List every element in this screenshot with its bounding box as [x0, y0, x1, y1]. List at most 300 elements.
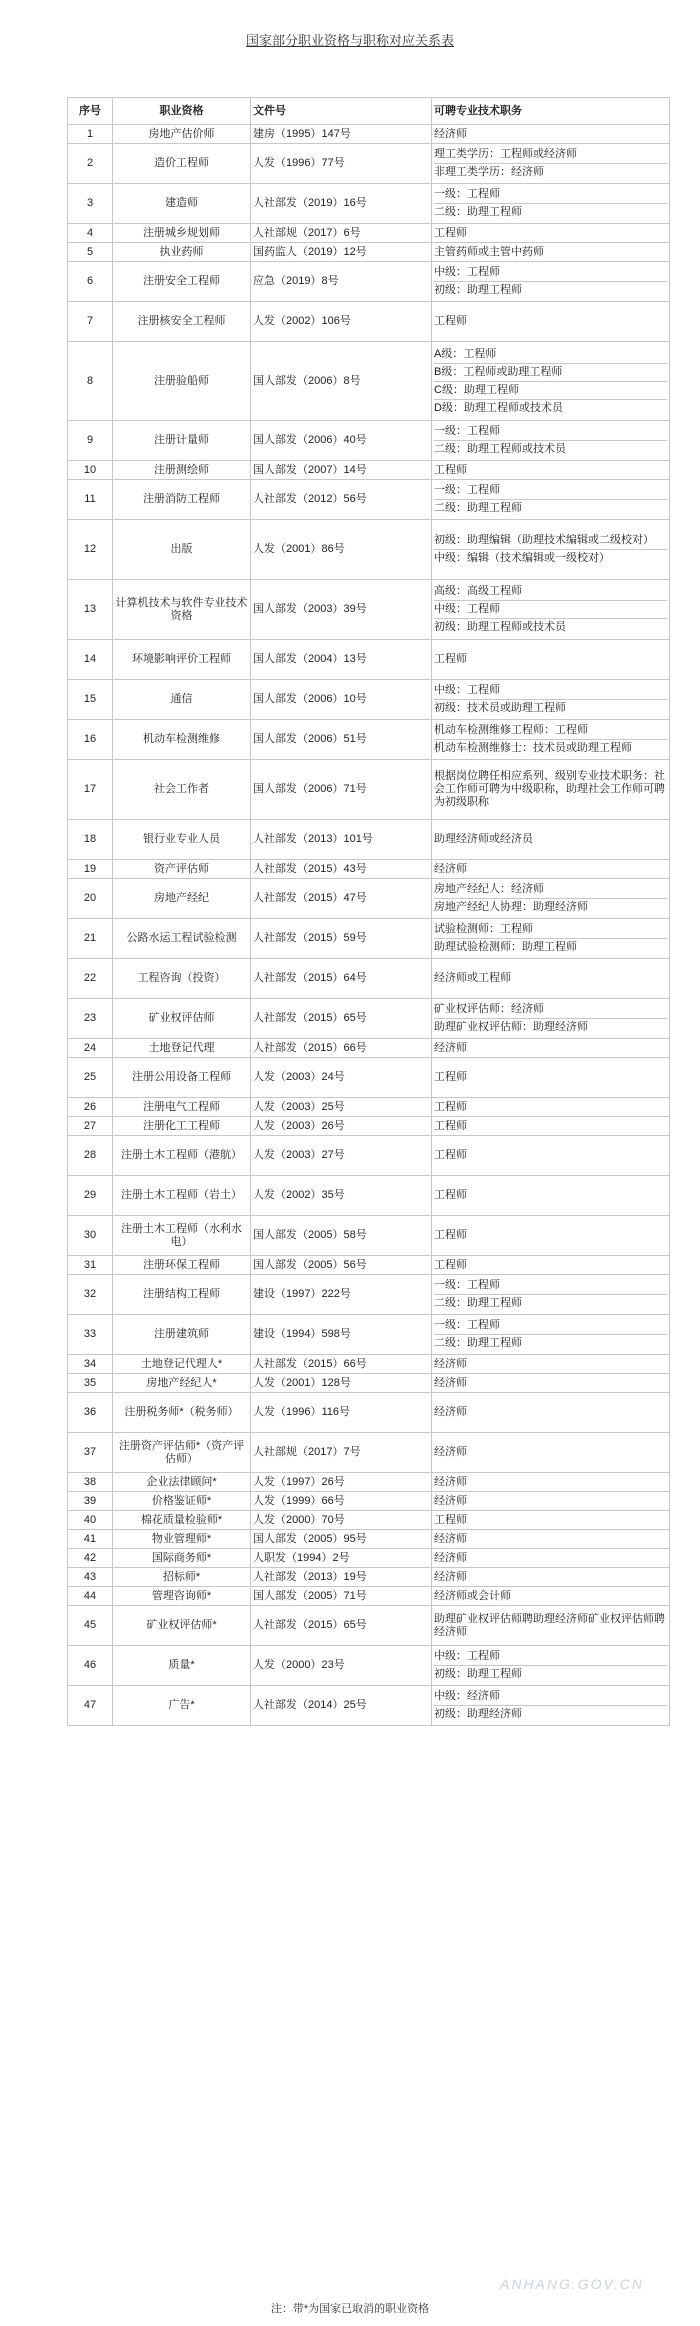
position-item: 矿业权评估师：经济师 [434, 1003, 544, 1015]
table-row [68, 1568, 670, 1587]
position-item: 经济师 [434, 1406, 467, 1418]
position-cell [432, 879, 670, 919]
table-row [68, 999, 670, 1039]
position-item: 工程师 [434, 1258, 467, 1271]
position-cell [432, 1176, 670, 1216]
document-number: 人发（1999）66号 [251, 1492, 432, 1511]
table-row [68, 1216, 670, 1256]
table-row [68, 1549, 670, 1568]
position-item: 助理试验检测师：助理工程师 [434, 938, 667, 956]
qualification-name: 注册结构工程师 [113, 1275, 251, 1315]
position-cell [432, 680, 670, 720]
position-cell [432, 461, 670, 480]
document-number: 建设（1997）222号 [251, 1275, 432, 1315]
qualification-name: 房地产经纪 [113, 879, 251, 919]
column-header-no: 序号 [68, 98, 113, 125]
qualification-name: 注册土木工程师（水利水电） [113, 1216, 251, 1256]
row-number: 1 [68, 125, 113, 144]
row-number: 19 [68, 860, 113, 879]
position-item: 一级：工程师 [434, 425, 500, 437]
position-item: 二级：助理工程师或技术员 [434, 440, 667, 458]
qualification-name: 环境影响评价工程师 [113, 640, 251, 680]
row-number: 33 [68, 1315, 113, 1355]
document-number: 建房（1995）147号 [251, 125, 432, 144]
column-header-document: 文件号 [251, 98, 432, 125]
table-row [68, 184, 670, 224]
table-row [68, 243, 670, 262]
position-cell [432, 919, 670, 959]
position-item: 经济师或会计师 [434, 1589, 511, 1602]
row-number: 31 [68, 1256, 113, 1275]
position-cell [432, 480, 670, 520]
document-number: 国人部发（2004）13号 [251, 640, 432, 680]
document-number: 人社部发（2015）43号 [251, 860, 432, 879]
row-number: 17 [68, 760, 113, 820]
position-item: 初级：技术员或助理工程师 [434, 699, 667, 717]
table-row [68, 860, 670, 879]
table-row [68, 1136, 670, 1176]
table-row [68, 580, 670, 640]
qualification-name: 注册测绘师 [113, 461, 251, 480]
document-number: 国人部发（2005）95号 [251, 1530, 432, 1549]
qualification-name: 物业管理师* [113, 1530, 251, 1549]
page-title: 国家部分职业资格与职称对应关系表 [245, 33, 454, 48]
position-cell [432, 580, 670, 640]
row-number: 42 [68, 1549, 113, 1568]
position-item: 工程师 [434, 1071, 467, 1083]
position-item: 经济师 [434, 1570, 467, 1583]
table-row [68, 1058, 670, 1098]
table-row [68, 461, 670, 480]
position-cell [432, 760, 670, 820]
position-item: 初级：助理编辑（助理技术编辑或二级校对） [434, 534, 654, 546]
position-cell [432, 1568, 670, 1587]
position-item: 非理工类学历：经济师 [434, 163, 667, 181]
position-cell [432, 999, 670, 1039]
row-number: 2 [68, 144, 113, 184]
qualification-name: 注册土木工程师（岩土） [113, 1176, 251, 1216]
position-item: 中级：工程师 [434, 684, 500, 696]
qualification-name: 通信 [113, 680, 251, 720]
qualification-name: 注册税务师*（税务师） [113, 1393, 251, 1433]
position-cell [432, 1117, 670, 1136]
qualification-name: 注册公用设备工程师 [113, 1058, 251, 1098]
position-item: 经济师 [434, 1376, 467, 1389]
position-item: 机动车检测维修士：技术员或助理工程师 [434, 739, 667, 757]
row-number: 3 [68, 184, 113, 224]
document-number: 人发（1996）77号 [251, 144, 432, 184]
position-item: 助理矿业权评估师聘助理经济师矿业权评估师聘经济师 [434, 1612, 665, 1638]
row-number: 8 [68, 342, 113, 421]
table-row [68, 1393, 670, 1433]
document-number: 人发（2000）23号 [251, 1646, 432, 1686]
document-number: 人发（2003）27号 [251, 1136, 432, 1176]
document-number: 国药监人（2019）12号 [251, 243, 432, 262]
position-item: 一级：工程师 [434, 1279, 500, 1291]
table-row [68, 480, 670, 520]
position-cell [432, 1374, 670, 1393]
position-cell [432, 1275, 670, 1315]
document-number: 国人部发（2005）56号 [251, 1256, 432, 1275]
position-cell [432, 520, 670, 580]
position-item: 中级：编辑（技术编辑或一级校对） [434, 549, 667, 567]
table-row [68, 1433, 670, 1473]
position-cell [432, 1216, 670, 1256]
table-row [68, 302, 670, 342]
row-number: 23 [68, 999, 113, 1039]
table-row [68, 1374, 670, 1393]
table-row [68, 1256, 670, 1275]
document-number: 国人部发（2005）58号 [251, 1216, 432, 1256]
table-row [68, 1176, 670, 1216]
document-number: 国人部发（2006）10号 [251, 680, 432, 720]
position-cell [432, 144, 670, 184]
position-item: A级：工程师 [434, 347, 497, 360]
row-number: 15 [68, 680, 113, 720]
qualification-name: 出版 [113, 520, 251, 580]
qualification-name: 招标师* [113, 1568, 251, 1587]
row-number: 39 [68, 1492, 113, 1511]
document-number: 人发（2002）35号 [251, 1176, 432, 1216]
qualification-name: 国际商务师* [113, 1549, 251, 1568]
table-row [68, 1530, 670, 1549]
position-item: 二级：助理工程师 [434, 1334, 667, 1352]
position-item: 机动车检测维修工程师：工程师 [434, 724, 588, 736]
position-item: 工程师 [434, 1513, 467, 1526]
position-item: 助理经济师或经济员 [434, 833, 533, 845]
position-item: 一级：工程师 [434, 1319, 500, 1331]
position-item: 工程师 [434, 1189, 467, 1201]
qualification-name: 注册核安全工程师 [113, 302, 251, 342]
document-number: 国人部发（2006）8号 [251, 342, 432, 421]
table-row [68, 1587, 670, 1606]
table-row [68, 680, 670, 720]
row-number: 4 [68, 224, 113, 243]
qualification-name: 房地产估价师 [113, 125, 251, 144]
document-number: 人社部发（2013）19号 [251, 1568, 432, 1587]
document-number: 人发（1996）116号 [251, 1393, 432, 1433]
position-cell [432, 224, 670, 243]
position-cell [432, 1646, 670, 1686]
table-row [68, 1511, 670, 1530]
position-item: 中级：工程师 [434, 266, 500, 278]
row-number: 16 [68, 720, 113, 760]
position-cell [432, 1686, 670, 1726]
document-number: 应急（2019）8号 [251, 262, 432, 302]
row-number: 27 [68, 1117, 113, 1136]
qualification-name: 土地登记代理 [113, 1039, 251, 1058]
row-number: 22 [68, 959, 113, 999]
document-number: 人社部发（2014）25号 [251, 1686, 432, 1726]
position-cell [432, 1136, 670, 1176]
position-cell [432, 243, 670, 262]
row-number: 35 [68, 1374, 113, 1393]
row-number: 9 [68, 421, 113, 461]
qualification-name: 企业法律顾问* [113, 1473, 251, 1492]
row-number: 37 [68, 1433, 113, 1473]
row-number: 46 [68, 1646, 113, 1686]
position-cell [432, 1492, 670, 1511]
row-number: 5 [68, 243, 113, 262]
position-item: 二级：助理工程师 [434, 1294, 667, 1312]
qualification-name: 注册环保工程师 [113, 1256, 251, 1275]
position-item: 经济师 [434, 1357, 467, 1370]
document-number: 人社部发（2012）56号 [251, 480, 432, 520]
table-row [68, 720, 670, 760]
row-number: 34 [68, 1355, 113, 1374]
position-item: 高级：高级工程师 [434, 585, 522, 597]
row-number: 13 [68, 580, 113, 640]
qualification-name: 机动车检测维修 [113, 720, 251, 760]
position-cell [432, 1098, 670, 1117]
position-item: 一级：工程师 [434, 484, 500, 496]
document-number: 人发（2001）86号 [251, 520, 432, 580]
row-number: 38 [68, 1473, 113, 1492]
row-number: 25 [68, 1058, 113, 1098]
position-cell [432, 421, 670, 461]
position-cell [432, 1256, 670, 1275]
position-item: 经济师 [434, 1494, 467, 1507]
position-cell [432, 720, 670, 760]
qualification-name: 注册建筑师 [113, 1315, 251, 1355]
table-row [68, 1098, 670, 1117]
qualification-name: 注册资产评估师*（资产评估师） [113, 1433, 251, 1473]
qualification-name: 造价工程师 [113, 144, 251, 184]
qualification-name: 资产评估师 [113, 860, 251, 879]
document-number: 人职发（1994）2号 [251, 1549, 432, 1568]
qualification-name: 注册城乡规划师 [113, 224, 251, 243]
position-item: 工程师 [434, 1149, 467, 1161]
qualification-name: 银行业专业人员 [113, 820, 251, 860]
position-cell [432, 820, 670, 860]
row-number: 7 [68, 302, 113, 342]
position-item: 经济师 [434, 1551, 467, 1564]
position-item: 经济师 [434, 127, 467, 140]
document-number: 人社部发（2019）16号 [251, 184, 432, 224]
qualification-name: 价格鉴证师* [113, 1492, 251, 1511]
table-row [68, 1492, 670, 1511]
qualification-name: 注册电气工程师 [113, 1098, 251, 1117]
row-number: 47 [68, 1686, 113, 1726]
position-item: 经济师 [434, 1041, 467, 1054]
row-number: 6 [68, 262, 113, 302]
table-row [68, 1646, 670, 1686]
qualification-name: 矿业权评估师* [113, 1606, 251, 1646]
table-row [68, 1686, 670, 1726]
position-cell [432, 959, 670, 999]
row-number: 12 [68, 520, 113, 580]
row-number: 41 [68, 1530, 113, 1549]
document-number: 国人部发（2005）71号 [251, 1587, 432, 1606]
row-number: 28 [68, 1136, 113, 1176]
position-item: 二级：助理工程师 [434, 203, 667, 221]
position-cell [432, 342, 670, 421]
document-number: 人发（2003）25号 [251, 1098, 432, 1117]
position-item: 初级：助理工程师 [434, 1665, 667, 1683]
qualification-name: 执业药师 [113, 243, 251, 262]
row-number: 36 [68, 1393, 113, 1433]
document-number: 人社部规（2017）7号 [251, 1433, 432, 1473]
footnote: 注：带*为国家已取消的职业资格 [270, 2303, 430, 2315]
position-cell [432, 1058, 670, 1098]
position-item: 工程师 [434, 463, 467, 476]
position-cell [432, 1433, 670, 1473]
position-item: B级：工程师或助理工程师 [434, 363, 667, 381]
position-cell [432, 1473, 670, 1492]
document-number: 国人部发（2006）51号 [251, 720, 432, 760]
table-row [68, 520, 670, 580]
row-number: 21 [68, 919, 113, 959]
position-cell [432, 1393, 670, 1433]
watermark: ANHANG.GOV.CN [500, 2276, 644, 2292]
qualification-name: 质量* [113, 1646, 251, 1686]
position-item: 中级：工程师 [434, 1650, 500, 1662]
row-number: 32 [68, 1275, 113, 1315]
column-header-qualification: 职业资格 [113, 98, 251, 125]
position-item: 助理矿业权评估师：助理经济师 [434, 1018, 667, 1036]
qualification-name: 房地产经纪人* [113, 1374, 251, 1393]
position-item: 经济师 [434, 862, 467, 875]
document-number: 人社部发（2015）66号 [251, 1039, 432, 1058]
qualification-name: 注册计量师 [113, 421, 251, 461]
row-number: 45 [68, 1606, 113, 1646]
qualification-name: 计算机技术与软件专业技术资格 [113, 580, 251, 640]
qualification-name: 注册化工工程师 [113, 1117, 251, 1136]
qualification-name: 矿业权评估师 [113, 999, 251, 1039]
position-cell [432, 860, 670, 879]
position-cell [432, 125, 670, 144]
position-cell [432, 1355, 670, 1374]
row-number: 26 [68, 1098, 113, 1117]
position-item: 初级：助理经济师 [434, 1705, 667, 1723]
position-item: 工程师 [434, 1229, 467, 1241]
document-number: 人社部发（2015）64号 [251, 959, 432, 999]
table-row [68, 1275, 670, 1315]
table-row [68, 1606, 670, 1646]
row-number: 11 [68, 480, 113, 520]
table-row [68, 1039, 670, 1058]
position-item: 房地产经纪人协理：助理经济师 [434, 898, 667, 916]
table-header-row [68, 98, 670, 125]
document-number: 国人部发（2003）39号 [251, 580, 432, 640]
qualification-name: 注册验船师 [113, 342, 251, 421]
position-cell [432, 1606, 670, 1646]
column-header-position: 可聘专业技术职务 [432, 98, 670, 125]
position-item: 一级：工程师 [434, 188, 500, 200]
document-number: 人社部规（2017）6号 [251, 224, 432, 243]
table-row [68, 224, 670, 243]
row-number: 29 [68, 1176, 113, 1216]
table-row [68, 262, 670, 302]
document-number: 人社部发（2015）65号 [251, 1606, 432, 1646]
document-number: 国人部发（2007）14号 [251, 461, 432, 480]
position-item: D级：助理工程师或技术员 [434, 399, 667, 417]
document-number: 人发（2001）128号 [251, 1374, 432, 1393]
row-number: 18 [68, 820, 113, 860]
qualification-name: 建造师 [113, 184, 251, 224]
document-number: 人社部发（2015）66号 [251, 1355, 432, 1374]
position-cell [432, 184, 670, 224]
row-number: 14 [68, 640, 113, 680]
position-item: 房地产经纪人：经济师 [434, 883, 544, 895]
table-row [68, 125, 670, 144]
position-item: 工程师 [434, 1100, 467, 1113]
document-number: 建设（1994）598号 [251, 1315, 432, 1355]
document-number: 人社部发（2013）101号 [251, 820, 432, 860]
position-cell [432, 1530, 670, 1549]
position-item: 初级：助理工程师或技术员 [434, 618, 667, 636]
qualification-name: 公路水运工程试验检测 [113, 919, 251, 959]
row-number: 44 [68, 1587, 113, 1606]
table-row [68, 959, 670, 999]
table-row [68, 421, 670, 461]
position-item: 经济师或工程师 [434, 972, 511, 984]
position-item: 工程师 [434, 226, 467, 239]
position-item: 经济师 [434, 1532, 467, 1545]
row-number: 10 [68, 461, 113, 480]
position-item: 根据岗位聘任相应系列、级别专业技术职务：社会工作师可聘为中级职称，助理社会工作师可聘为初级职称 [434, 770, 665, 808]
table-row [68, 879, 670, 919]
position-item: 试验检测师：工程师 [434, 923, 533, 935]
position-cell [432, 1511, 670, 1530]
qualification-name: 注册安全工程师 [113, 262, 251, 302]
table-row [68, 640, 670, 680]
position-item: C级：助理工程师 [434, 381, 667, 399]
position-item: 中级：工程师 [434, 600, 667, 618]
qualification-name: 土地登记代理人* [113, 1355, 251, 1374]
qualification-name: 注册消防工程师 [113, 480, 251, 520]
document-number: 人社部发（2015）65号 [251, 999, 432, 1039]
position-cell [432, 1587, 670, 1606]
qualification-name: 棉花质量检验师* [113, 1511, 251, 1530]
table-row [68, 144, 670, 184]
table-row [68, 342, 670, 421]
position-item: 工程师 [434, 315, 467, 327]
document-number: 国人部发（2006）71号 [251, 760, 432, 820]
table-row [68, 1355, 670, 1374]
row-number: 24 [68, 1039, 113, 1058]
position-item: 理工类学历：工程师或经济师 [434, 148, 577, 160]
document-number: 人发（2002）106号 [251, 302, 432, 342]
qualification-name: 管理咨询师* [113, 1587, 251, 1606]
document-number: 国人部发（2006）40号 [251, 421, 432, 461]
table-row [68, 1473, 670, 1492]
qualification-name: 社会工作者 [113, 760, 251, 820]
document-number: 人社部发（2015）59号 [251, 919, 432, 959]
position-item: 经济师 [434, 1475, 467, 1488]
table-row [68, 760, 670, 820]
row-number: 30 [68, 1216, 113, 1256]
document-number: 人发（2003）24号 [251, 1058, 432, 1098]
qualification-name: 广告* [113, 1686, 251, 1726]
qualification-name: 注册土木工程师（港航） [113, 1136, 251, 1176]
position-item: 初级：助理工程师 [434, 281, 667, 299]
qualification-table [67, 97, 670, 1726]
table-row [68, 820, 670, 860]
position-item: 工程师 [434, 1119, 467, 1132]
document-number: 人社部发（2015）47号 [251, 879, 432, 919]
position-cell [432, 262, 670, 302]
document-number: 人发（2003）26号 [251, 1117, 432, 1136]
table-row [68, 919, 670, 959]
document-number: 人发（2000）70号 [251, 1511, 432, 1530]
document-number: 人发（1997）26号 [251, 1473, 432, 1492]
position-cell [432, 1039, 670, 1058]
position-item: 经济师 [434, 1446, 467, 1458]
position-cell [432, 640, 670, 680]
table-row [68, 1117, 670, 1136]
row-number: 20 [68, 879, 113, 919]
